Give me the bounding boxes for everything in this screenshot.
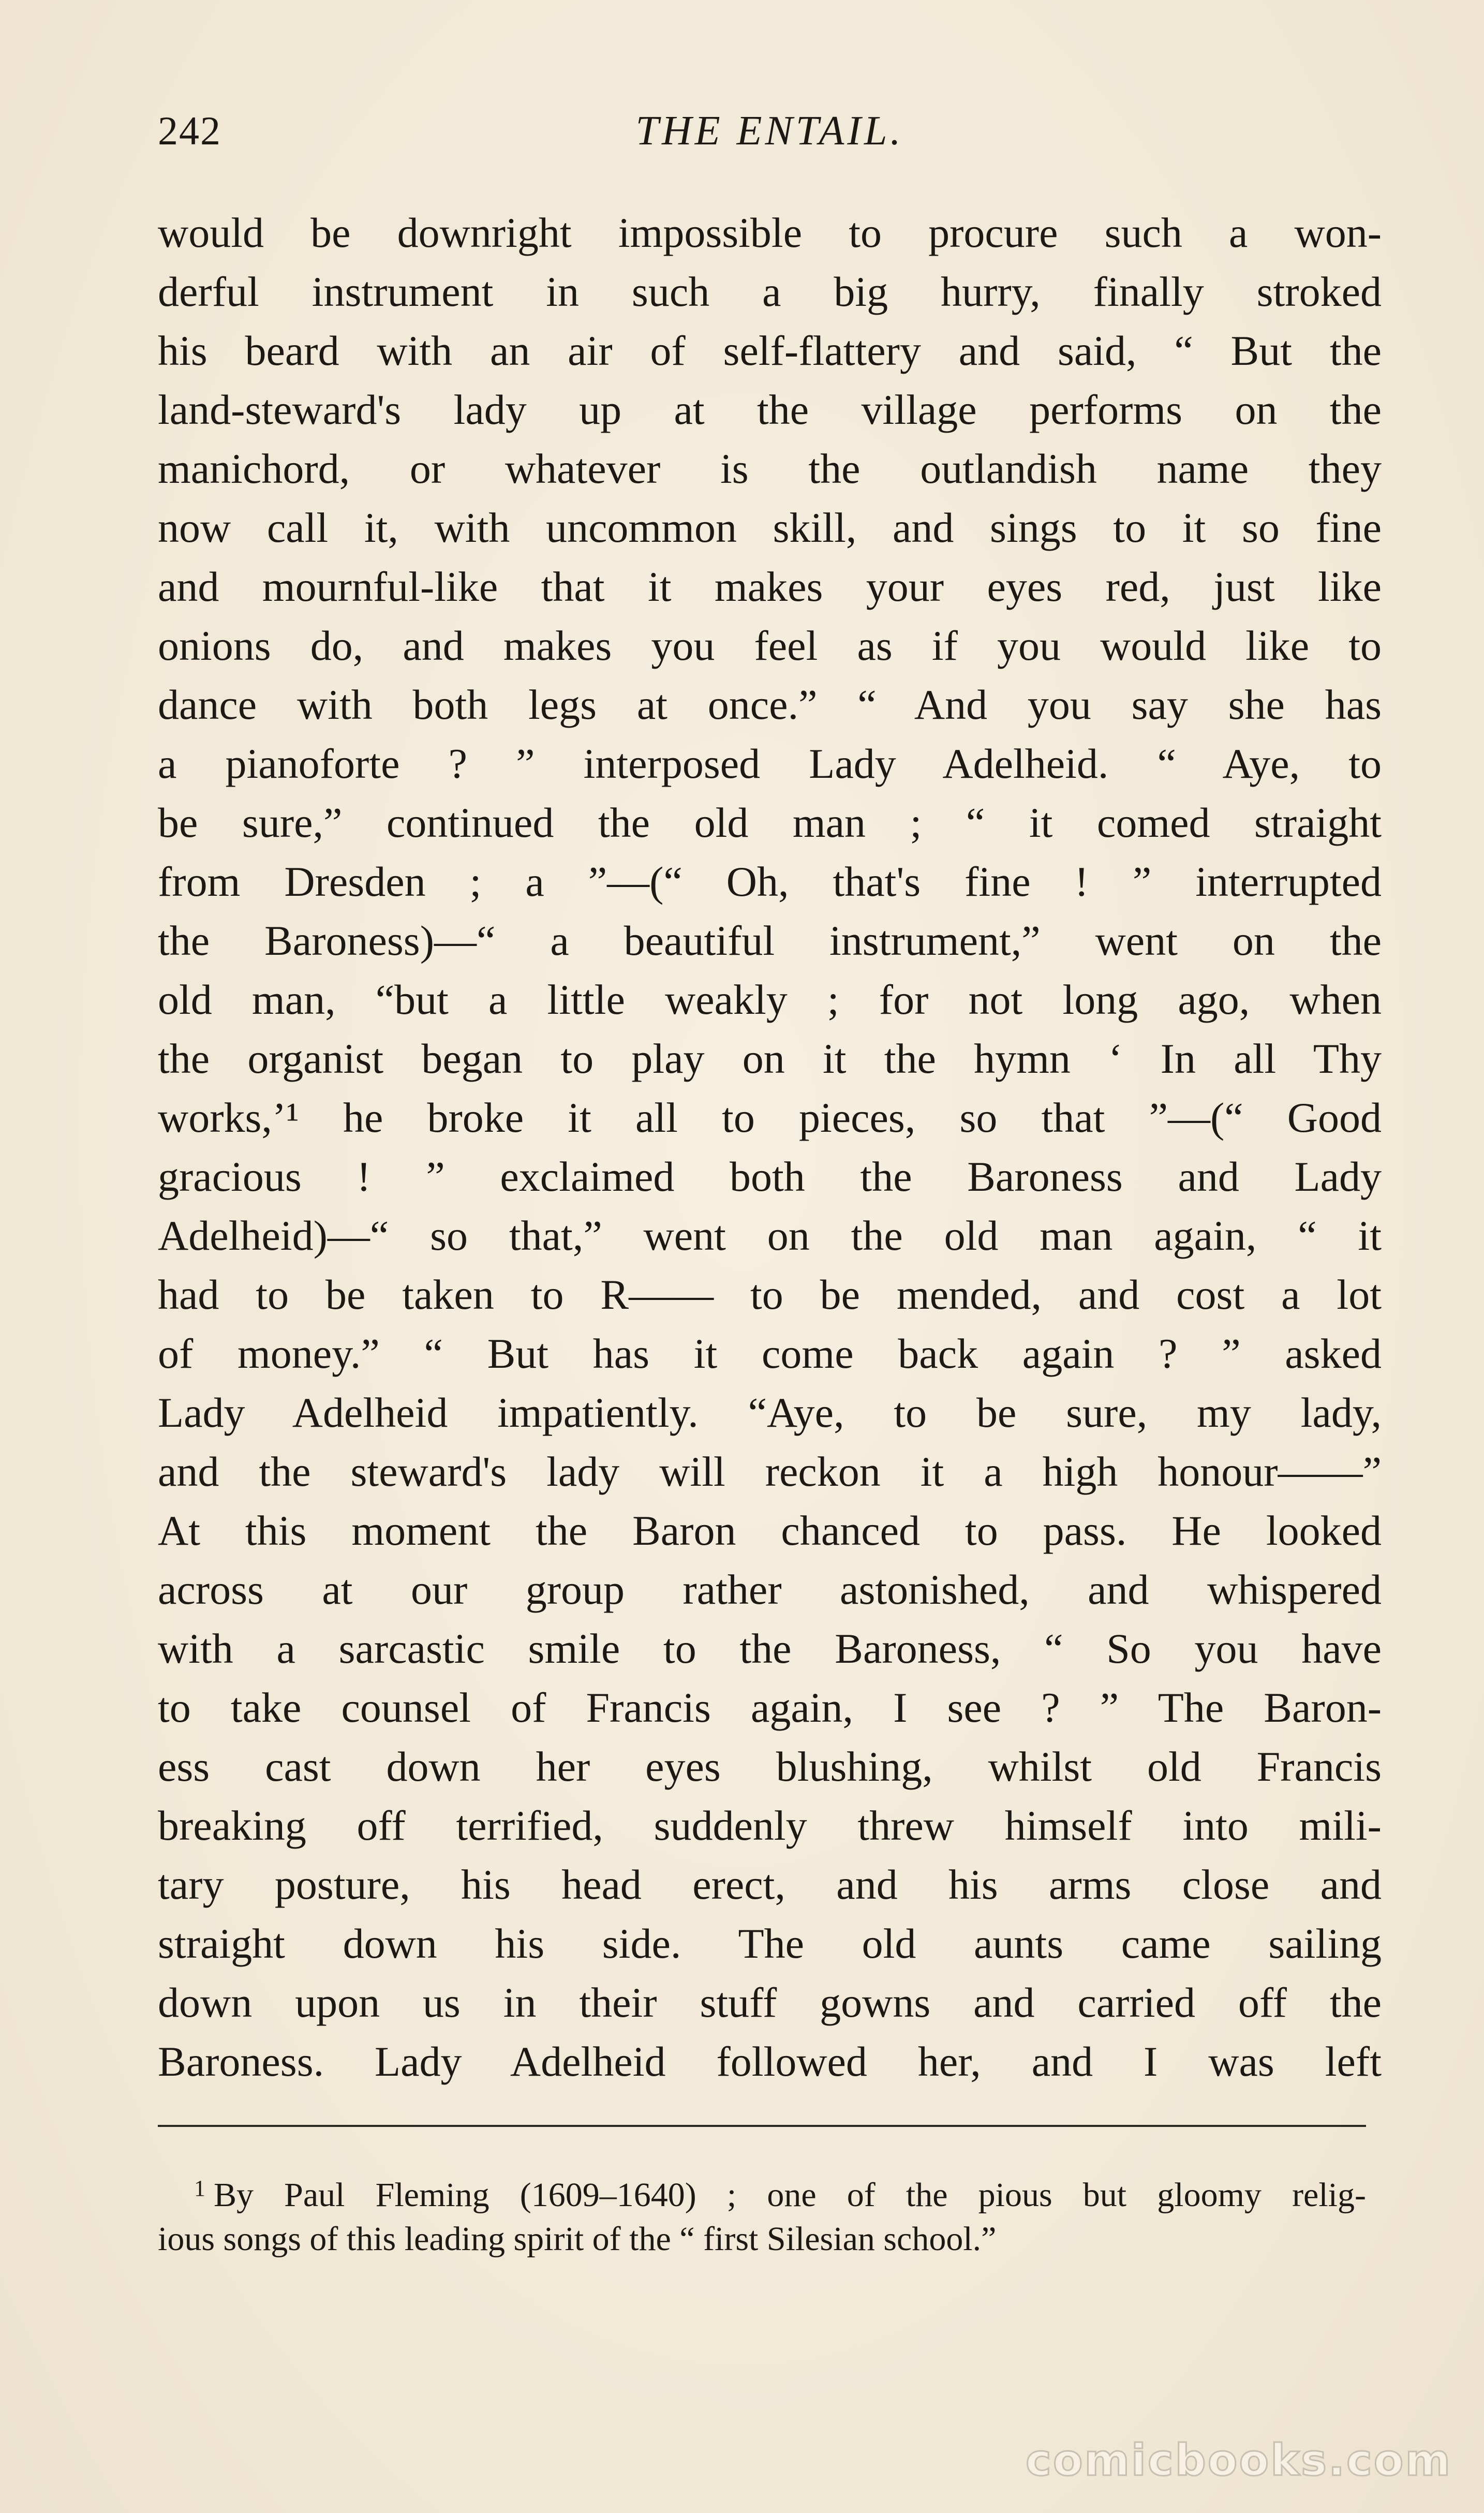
text-line: works,’¹ he broke it all to pieces, so that ”—(“ Good [158, 1094, 1382, 1141]
text-line: land-steward's lady up at the village performs on the [158, 386, 1382, 433]
text-line: manichord, or whatever is the outlandish name they [158, 445, 1382, 492]
body-text [158, 203, 1382, 2091]
text-line: down upon us in their stuff gowns and carried off the [158, 1979, 1382, 2026]
footnote-marker: 1 [194, 2176, 205, 2201]
text-line: tary posture, his head erect, and his arms close and [158, 1861, 1382, 1908]
running-title: THE ENTAIL. [635, 108, 904, 154]
text-line: ess cast down her eyes blushing, whilst old Francis [158, 1743, 1382, 1790]
footnote [158, 2163, 1366, 2265]
page-header [158, 108, 1382, 154]
footnote-line [158, 2163, 1366, 2214]
text-line: the Baroness)—“ a beautiful instrument,” went on the [158, 917, 1382, 964]
text-line: to take counsel of Francis again, I see ? ” The Baron- [158, 1684, 1382, 1731]
text-line: breaking off terrified, suddenly threw himself into mili- [158, 1802, 1382, 1849]
text-line: Baroness. Lady Adelheid followed her, and I was left [158, 2038, 1382, 2085]
text-line: of money.” “ But has it come back again ? ” asked [158, 1330, 1382, 1377]
text-line: old man, “but a little weakly ; for not long ago, when [158, 976, 1382, 1023]
text-line: his beard with an air of self-flattery and said, “ But the [158, 327, 1382, 374]
text-line: derful instrument in such a big hurry, finally stroked [158, 268, 1382, 315]
footnote-line: ious songs of this leading spirit of the “ first Silesian school.” [158, 2220, 997, 2258]
text-line: be sure,” continued the old man ; “ it comed straight [158, 799, 1382, 846]
text-line: and the steward's lady will reckon it a high honour——” [158, 1448, 1382, 1495]
text-line: straight down his side. The old aunts came sailing [158, 1920, 1382, 1967]
text-line: onions do, and makes you feel as if you would like to [158, 622, 1382, 669]
text-line: the organist began to play on it the hymn ‘ In all Thy [158, 1035, 1382, 1082]
text-line: dance with both legs at once.” “ And you say she has [158, 681, 1382, 728]
text-line: Adelheid)—“ so that,” went on the old man again, “ it [158, 1212, 1382, 1259]
text-line: and mournful-like that it makes your eyes red, just like [158, 563, 1382, 610]
footnote-divider [158, 2125, 1366, 2127]
text-line: would be downright impossible to procure such a won- [158, 209, 1382, 256]
text-line: a pianoforte ? ” interposed Lady Adelheid. “ Aye, to [158, 740, 1382, 787]
page-number: 242 [158, 108, 221, 153]
text-line: had to be taken to R—— to be mended, and cost a lot [158, 1271, 1382, 1318]
text-line: with a sarcastic smile to the Baroness, “ So you have [158, 1625, 1382, 1672]
text-line: At this moment the Baron chanced to pass. He looked [158, 1507, 1382, 1554]
text-line: from Dresden ; a ”—(“ Oh, that's fine ! ” interrupted [158, 858, 1382, 905]
text-line: now call it, with uncommon skill, and sings to it so fine [158, 504, 1382, 551]
text-line: Lady Adelheid impatiently. “Aye, to be sure, my lady, [158, 1389, 1382, 1436]
watermark-logo: comicbooks.com [1026, 2435, 1452, 2486]
text-line: gracious ! ” exclaimed both the Baroness and Lady [158, 1153, 1382, 1200]
footnote-text: By Paul Fleming (1609–1640) ; one of the pious but gloomy relig- [214, 2176, 1366, 2214]
text-line: across at our group rather astonished, and whispered [158, 1566, 1382, 1613]
